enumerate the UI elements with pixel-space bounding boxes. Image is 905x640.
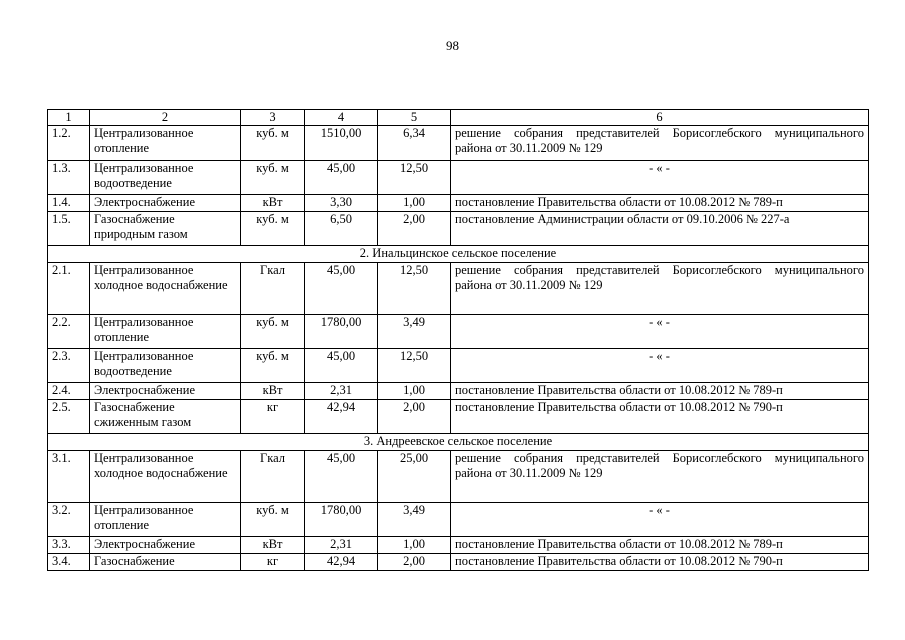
section-header-row [48,434,869,451]
norm-value-cell: 1510,00 [305,126,378,161]
norm-value-cell: 1780,00 [305,503,378,537]
norm-value-cell: 1780,00 [305,315,378,349]
norm-value-cell: 2,31 [305,537,378,554]
service-name-cell: Централизованное отопление [90,503,241,537]
coefficient-cell: 25,00 [378,451,451,503]
table-row [48,195,869,212]
coefficient-cell: 12,50 [378,161,451,195]
legal-basis-cell: - « - [451,315,869,349]
norm-value-cell: 42,94 [305,554,378,571]
coefficient-cell: 3,49 [378,503,451,537]
section-title: 2. Инальцинское сельское поселение [48,246,869,263]
service-name-cell: Централизованное отопление [90,315,241,349]
row-number-cell: 1.3. [48,161,90,195]
section-header-row [48,246,869,263]
legal-basis-cell: - « - [451,503,869,537]
legal-basis-cell: постановление Правительства области от 10.08.2012 № 790-п [451,554,869,571]
service-name-cell: Газоснабжение природным газом [90,212,241,246]
service-name-cell: Централизованное отопление [90,126,241,161]
legal-basis-cell: - « - [451,161,869,195]
legal-basis-cell: - « - [451,349,869,383]
table-row [48,503,869,537]
row-number-cell: 3.4. [48,554,90,571]
table-row [48,212,869,246]
row-number-cell: 3.1. [48,451,90,503]
row-number-cell: 2.1. [48,263,90,315]
unit-cell: кВт [241,383,305,400]
service-name-cell: Централизованное водоотведение [90,349,241,383]
header-cell: 1 [48,110,90,126]
row-number-cell: 2.3. [48,349,90,383]
table-row [48,451,869,503]
row-number-cell: 1.4. [48,195,90,212]
coefficient-cell: 12,50 [378,263,451,315]
coefficient-cell: 1,00 [378,195,451,212]
header-cell: 2 [90,110,241,126]
legal-basis-cell: решение собрания представителей Борисоглебского муниципального района от 30.11.2009 № 129 [451,126,869,161]
row-number-cell: 1.2. [48,126,90,161]
legal-basis-cell: постановление Правительства области от 10.08.2012 № 790-п [451,400,869,434]
row-number-cell: 1.5. [48,212,90,246]
service-name-cell: Электроснабжение [90,383,241,400]
coefficient-cell: 2,00 [378,554,451,571]
legal-basis-cell: постановление Правительства области от 10.08.2012 № 789-п [451,383,869,400]
row-number-cell: 2.4. [48,383,90,400]
table-row [48,554,869,571]
legal-basis-cell: решение собрания представителей Борисоглебского муниципального района от 30.11.2009 № 129 [451,263,869,315]
table-row [48,349,869,383]
unit-cell: куб. м [241,503,305,537]
header-cell: 6 [451,110,869,126]
table-row [48,126,869,161]
unit-cell: куб. м [241,349,305,383]
service-name-cell: Электроснабжение [90,537,241,554]
coefficient-cell: 2,00 [378,212,451,246]
table-header-row [48,110,869,126]
norm-value-cell: 45,00 [305,451,378,503]
unit-cell: куб. м [241,315,305,349]
unit-cell: Гкал [241,451,305,503]
table-row [48,315,869,349]
service-name-cell: Централизованное холодное водоснабжение [90,263,241,315]
norm-value-cell: 6,50 [305,212,378,246]
norm-value-cell: 42,94 [305,400,378,434]
row-number-cell: 2.2. [48,315,90,349]
row-number-cell: 2.5. [48,400,90,434]
unit-cell: кг [241,400,305,434]
coefficient-cell: 3,49 [378,315,451,349]
unit-cell: кВт [241,537,305,554]
norm-value-cell: 2,31 [305,383,378,400]
service-name-cell: Газоснабжение [90,554,241,571]
header-cell: 3 [241,110,305,126]
row-number-cell: 3.2. [48,503,90,537]
header-cell: 5 [378,110,451,126]
unit-cell: куб. м [241,161,305,195]
unit-cell: кг [241,554,305,571]
unit-cell: Гкал [241,263,305,315]
legal-basis-cell: решение собрания представителей Борисоглебского муниципального района от 30.11.2009 № 129 [451,451,869,503]
row-number-cell: 3.3. [48,537,90,554]
norm-value-cell: 45,00 [305,161,378,195]
table-body [48,110,869,571]
table-row [48,161,869,195]
unit-cell: кВт [241,195,305,212]
unit-cell: куб. м [241,126,305,161]
norm-value-cell: 3,30 [305,195,378,212]
table-row [48,537,869,554]
service-name-cell: Централизованное водоотведение [90,161,241,195]
legal-basis-cell: постановление Правительства области от 10.08.2012 № 789-п [451,537,869,554]
norm-value-cell: 45,00 [305,263,378,315]
service-name-cell: Газоснабжение сжиженным газом [90,400,241,434]
legal-basis-cell: постановление Администрации области от 09.10.2006 № 227-а [451,212,869,246]
header-cell: 4 [305,110,378,126]
coefficient-cell: 1,00 [378,537,451,554]
unit-cell: куб. м [241,212,305,246]
legal-basis-cell: постановление Правительства области от 10.08.2012 № 789-п [451,195,869,212]
service-name-cell: Электроснабжение [90,195,241,212]
norm-value-cell: 45,00 [305,349,378,383]
section-title: 3. Андреевское сельское поселение [48,434,869,451]
coefficient-cell: 2,00 [378,400,451,434]
coefficient-cell: 6,34 [378,126,451,161]
table-row [48,400,869,434]
service-name-cell: Централизованное холодное водоснабжение [90,451,241,503]
page-number: 98 [446,38,459,53]
table-row [48,383,869,400]
coefficient-cell: 12,50 [378,349,451,383]
table-row [48,263,869,315]
coefficient-cell: 1,00 [378,383,451,400]
tariff-table [47,109,869,571]
